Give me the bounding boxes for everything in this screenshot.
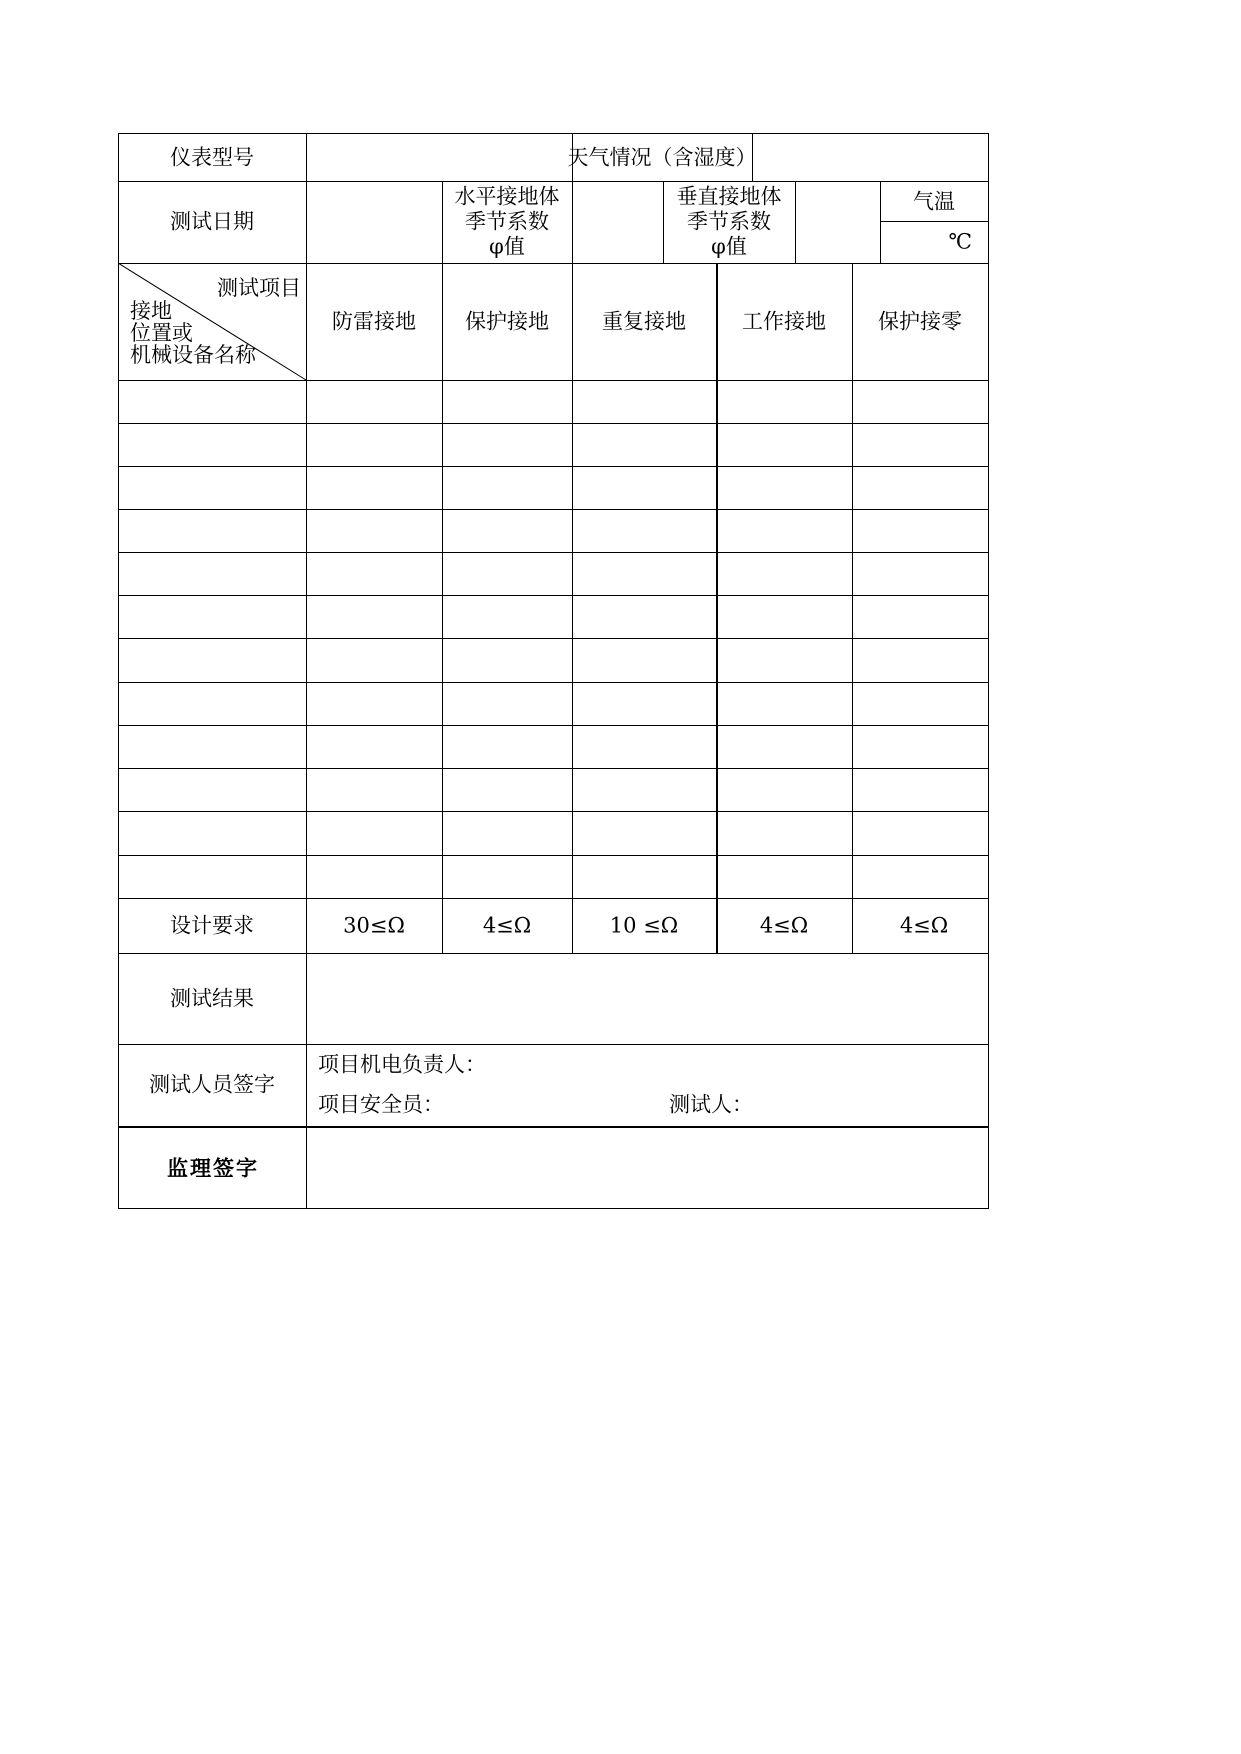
- diag-header-bottom-2: 位置或: [130, 321, 193, 345]
- column-header-protective: 保护接地: [465, 309, 549, 334]
- design-requirement-label: 设计要求: [170, 913, 254, 938]
- design-value-protective: 4≤Ω: [482, 913, 532, 938]
- vertical-label-line-3: φ值: [711, 234, 747, 259]
- column-header-working: 工作接地: [742, 309, 826, 334]
- vertical-coefficient-field[interactable]: [796, 182, 880, 263]
- horizontal-label-line-1: 水平接地体: [454, 184, 560, 209]
- border-line: [118, 552, 989, 553]
- border-line: [118, 423, 989, 424]
- border-line: [118, 811, 989, 812]
- project-me-leader-label: 项目机电负责人：: [318, 1052, 486, 1077]
- column-header-repeated: 重复接地: [602, 309, 686, 334]
- supervisor-label: 监理签字: [167, 1155, 259, 1181]
- vertical-label-line-1: 垂直接地体: [676, 184, 782, 209]
- border-line: [118, 725, 989, 726]
- signers-label: 测试人员签字: [149, 1072, 275, 1097]
- border-line: [663, 181, 664, 263]
- column-header-neutral: 保护接零: [878, 309, 962, 334]
- instrument-model-label: 仪表型号: [170, 145, 254, 170]
- horizontal-coefficient-label: [455, 185, 560, 260]
- test-result-field[interactable]: [307, 954, 988, 1044]
- border-line: [118, 768, 989, 769]
- horizontal-label-line-3: φ值: [489, 234, 525, 259]
- diag-header-bottom-1: 接地: [130, 299, 172, 323]
- column-header-lightning: 防雷接地: [332, 309, 416, 334]
- border-line: [118, 595, 989, 596]
- diag-header-bottom-3: 机械设备名称: [130, 343, 256, 367]
- border-line: [442, 263, 443, 953]
- weather-label: 天气情况（含湿度）: [567, 145, 757, 170]
- border-line: [118, 855, 989, 856]
- diag-header-top: 测试项目: [217, 276, 301, 300]
- supervisor-signature-field[interactable]: [307, 1128, 988, 1208]
- horizontal-coefficient-field[interactable]: [573, 182, 663, 263]
- border-line: [118, 1044, 989, 1045]
- border-line: [852, 263, 853, 953]
- tester-label: 测试人：: [669, 1092, 753, 1117]
- test-date-field[interactable]: [307, 182, 442, 263]
- border-line: [880, 221, 989, 222]
- test-date-label: 测试日期: [170, 209, 254, 234]
- border-line: [716, 263, 718, 953]
- border-line: [442, 181, 443, 263]
- temperature-unit: ℃: [948, 229, 972, 254]
- horizontal-label-line-2: 季节系数: [465, 209, 549, 234]
- weather-field[interactable]: [753, 134, 988, 181]
- border-line: [880, 181, 881, 263]
- test-result-label: 测试结果: [170, 986, 254, 1011]
- design-value-working: 4≤Ω: [759, 913, 809, 938]
- border-line: [118, 1208, 989, 1209]
- temperature-label: 气温: [913, 189, 955, 214]
- border-line: [572, 263, 573, 953]
- project-safety-label: 项目安全员：: [318, 1092, 444, 1117]
- border-line: [118, 638, 989, 639]
- border-line: [118, 466, 989, 467]
- instrument-model-field[interactable]: [307, 134, 572, 181]
- design-value-lightning: 30≤Ω: [343, 913, 405, 938]
- vertical-coefficient-label: [677, 185, 782, 260]
- border-line: [118, 682, 989, 683]
- border-line: [118, 509, 989, 510]
- border-line: [988, 133, 989, 1209]
- border-line: [118, 898, 989, 899]
- design-value-neutral: 4≤Ω: [899, 913, 949, 938]
- design-value-repeated: 10 ≤Ω: [609, 913, 679, 938]
- vertical-label-line-2: 季节系数: [687, 209, 771, 234]
